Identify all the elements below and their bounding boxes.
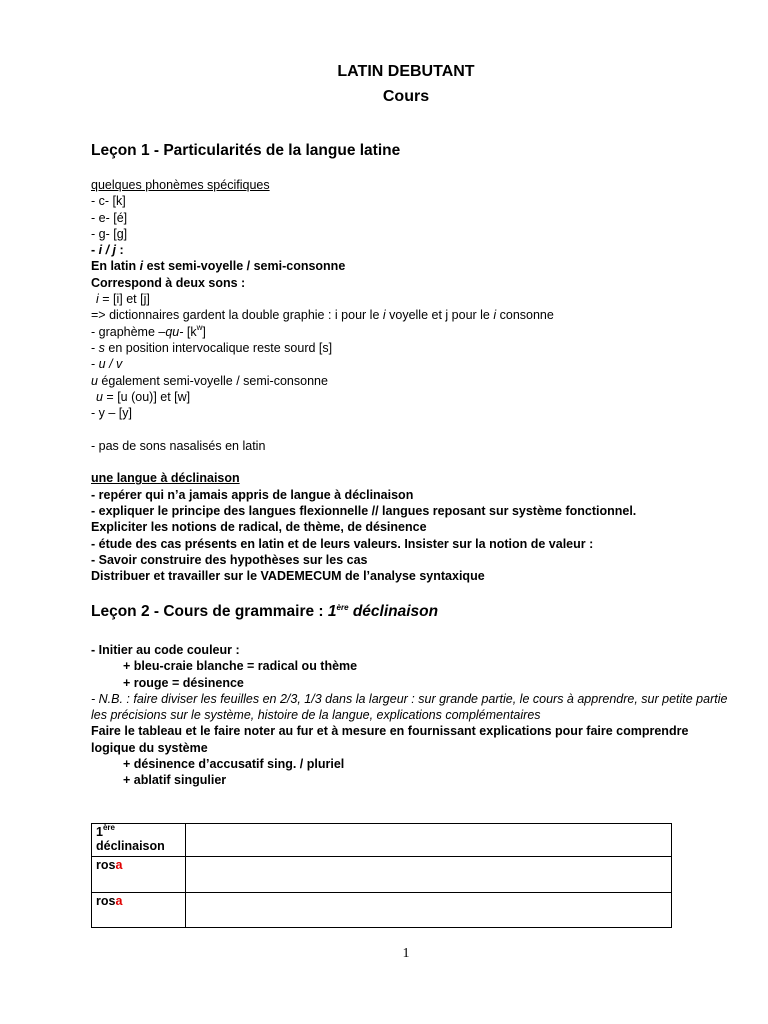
table-header-cell: 1ère déclinaison bbox=[92, 824, 186, 857]
lesson1-body bbox=[91, 177, 636, 584]
lesson2-heading: Leçon 2 - Cours de grammaire : 1ère déclinaison bbox=[91, 603, 439, 620]
declension-line-5: - Savoir construire des hypothèses sur les cas bbox=[91, 552, 368, 567]
blank-line bbox=[91, 421, 636, 437]
declension-line-4: - étude des cas présents en latin et de leurs valeurs. Insister sur la notion de valeur : bbox=[91, 536, 594, 551]
nb-note: - N.B. : faire diviser les feuilles en 2/3, 1/3 dans la largeur : sur grande partie, le cours à apprendre, sur petite partie les précisions sur le système, histoire de la langue, explications complémentaires bbox=[91, 691, 728, 723]
nasal-line: - pas de sons nasalisés en latin bbox=[91, 438, 266, 453]
table-row bbox=[92, 824, 672, 857]
color-code-1: + bleu-craie blanche = radical ou thème bbox=[123, 659, 358, 674]
phoneme-c: - c- [k] bbox=[91, 194, 126, 209]
u-semi-line: u également semi-voyelle / semi-consonne bbox=[91, 373, 328, 388]
phoneme-ij: - i / j : bbox=[91, 243, 124, 258]
y-line: - y – [y] bbox=[91, 406, 132, 421]
i-eq-line: i = [i] et [j] bbox=[96, 292, 150, 307]
table-stem-cell: rosa bbox=[92, 893, 186, 928]
i-semi-line: En latin i est semi-voyelle / semi-consonne bbox=[91, 259, 346, 274]
u-eq-line: u = [u (ou)] et [w] bbox=[96, 389, 191, 404]
declension-title: une langue à déclinaison bbox=[91, 471, 240, 486]
table-row bbox=[92, 857, 672, 893]
phonemes-title: quelques phonèmes spécifiques bbox=[91, 178, 270, 192]
declension-line-6: Distribuer et travailler sur le VADEMECUM de l’analyse syntaxique bbox=[91, 569, 485, 584]
table-cell bbox=[186, 857, 672, 893]
declension-line-2: - expliquer le principe des langues flexionnelle // langues reposant sur système fonctionnel. bbox=[91, 503, 637, 518]
two-sounds-line: Correspond à deux sons : bbox=[91, 275, 246, 290]
doc-title: LATIN DEBUTANT bbox=[337, 63, 475, 80]
lesson2-body bbox=[91, 642, 731, 789]
uv-line: - u / v bbox=[91, 357, 123, 372]
s-line: - s en position intervocalique reste sourd [s] bbox=[91, 340, 333, 355]
color-code-title: - Initier au code couleur : bbox=[91, 643, 240, 657]
color-code-2: + rouge = désinence bbox=[123, 675, 244, 690]
item-ablative: + ablatif singulier bbox=[123, 773, 227, 788]
lesson1-heading: Leçon 1 - Particularités de la langue latine bbox=[91, 142, 401, 159]
phoneme-e: - e- [é] bbox=[91, 210, 128, 225]
phoneme-g: - g- [g] bbox=[91, 226, 128, 241]
table-instruction: Faire le tableau et le faire noter au fur et à mesure en fournissant explications pour faire comprendre logique du système bbox=[91, 724, 689, 755]
declension-line-3: Expliciter les notions de radical, de thème, de désinence bbox=[91, 520, 427, 535]
table-cell bbox=[186, 824, 672, 857]
table-stem-cell: rosa bbox=[92, 857, 186, 893]
doc-subtitle: Cours bbox=[382, 88, 430, 105]
declension-line-1: - repérer qui n’a jamais appris de langue à déclinaison bbox=[91, 487, 414, 502]
qu-line: - graphème –qu- $[k^w]$ bbox=[91, 322, 206, 339]
item-accusative: + désinence d’accusatif sing. / pluriel bbox=[123, 757, 345, 772]
dict-line: => dictionnaires gardent la double graphie : i pour le i voyelle et j pour le i consonne bbox=[91, 308, 554, 323]
table-cell bbox=[186, 893, 672, 928]
blank-line bbox=[91, 454, 636, 470]
declension-table bbox=[91, 823, 672, 928]
page-number: 1 bbox=[402, 946, 410, 961]
table-row bbox=[92, 893, 672, 928]
